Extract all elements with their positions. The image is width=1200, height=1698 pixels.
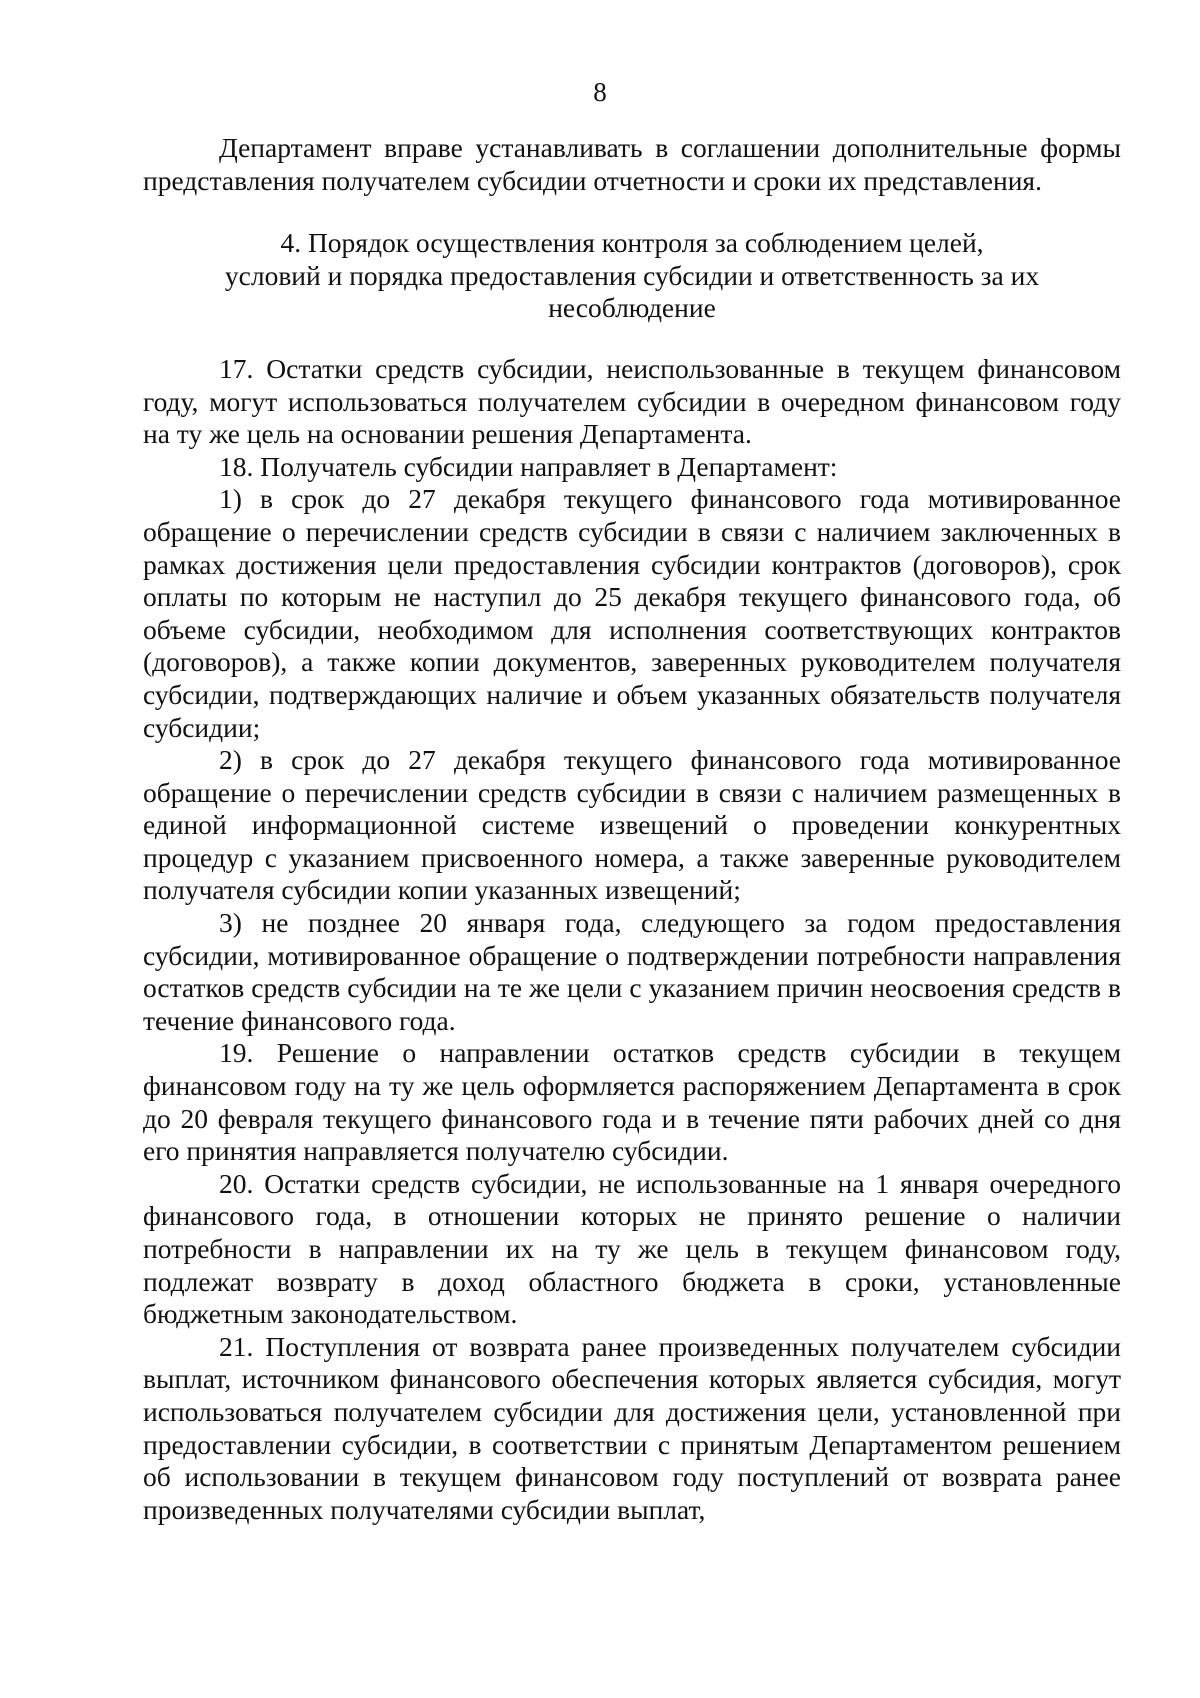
paragraph-20: 20. Остатки средств субсидии, не использованные на 1 января очередного финансового года, в отношении которых не принято решение о наличии потребности в направлении их на ту же цель в текущем финансовом году, подлежат возврату в доход областного бюджета в сроки, установленные бюджетным законодательством.	[143, 1167, 1121, 1330]
paragraph-18-item-3: 3) не позднее 20 января года, следующего за годом предоставления субсидии, мотивированное обращение о подтверждении потребности направления остатков средств субсидии на те же цели с указанием причин неосвоения средств в течение финансового года.	[143, 907, 1121, 1036]
paragraph-18: 18. Получатель субсидии направляет в Департамент:	[219, 450, 838, 482]
paragraph-18-item-1: 1) в срок до 27 декабря текущего финансового года мотивированное обращение о перечислении средств субсидии в связи с наличием заключенных в рамках достижения цели предоставления субсидии контрактов (договоров), срок оплаты по которым не наступил до 25 декабря текущего финансового года, об объеме субсидии, необходимом для исполнения соответствующих контрактов (договоров), а также копии документов, заверенных руководителем получателя субсидии, подтверждающих наличие и объем указанных обязательств получателя субсидии;	[143, 483, 1121, 743]
document-body	[143, 132, 1121, 1526]
paragraph-21: 21. Поступления от возврата ранее произведенных получателем субсидии выплат, источником финансового обеспечения которых является субсидия, могут использоваться получателем субсидии для достижения цели, установленной при предоставлении субсидии, в соответствии с принятым Департаментом решением об использовании в текущем финансовом году поступлений от возврата ранее произведенных получателями субсидии выплат,	[143, 1330, 1121, 1525]
page-number: 8	[593, 77, 607, 107]
section-heading-line-1: 4. Порядок осуществления контроля за соблюдением целей,	[280, 227, 984, 259]
section-heading-line-2: условий и порядка предоставления субсидии и ответственность за их	[224, 259, 1040, 291]
paragraph-19: 19. Решение о направлении остатков средств субсидии в текущем финансовом году на ту же цель оформляется распоряжением Департамента в срок до 20 февраля текущего финансового года и в течение пяти рабочих дней со дня его принятия направляется получателю субсидии.	[143, 1037, 1121, 1167]
section-heading-line-3: несоблюдение	[548, 292, 716, 324]
section-heading	[143, 227, 1121, 325]
paragraph-18-item-2: 2) в срок до 27 декабря текущего финансового года мотивированное обращение о перечислении средств субсидии в связи с наличием размещенных в единой информационной системе извещений о проведении конкурентных процедур с указанием присвоенного номера, а также заверенные руководителем получателя субсидии копии указанных извещений;	[143, 744, 1121, 906]
paragraph-17: 17. Остатки средств субсидии, неиспользованные в текущем финансовом году, могут использоваться получателем субсидии в очередном финансовом году на ту же цель на основании решения Департамента.	[143, 352, 1121, 450]
intro-paragraph: Департамент вправе устанавливать в соглашении дополнительные формы представления получателем субсидии отчетности и сроки их представления.	[143, 132, 1121, 196]
